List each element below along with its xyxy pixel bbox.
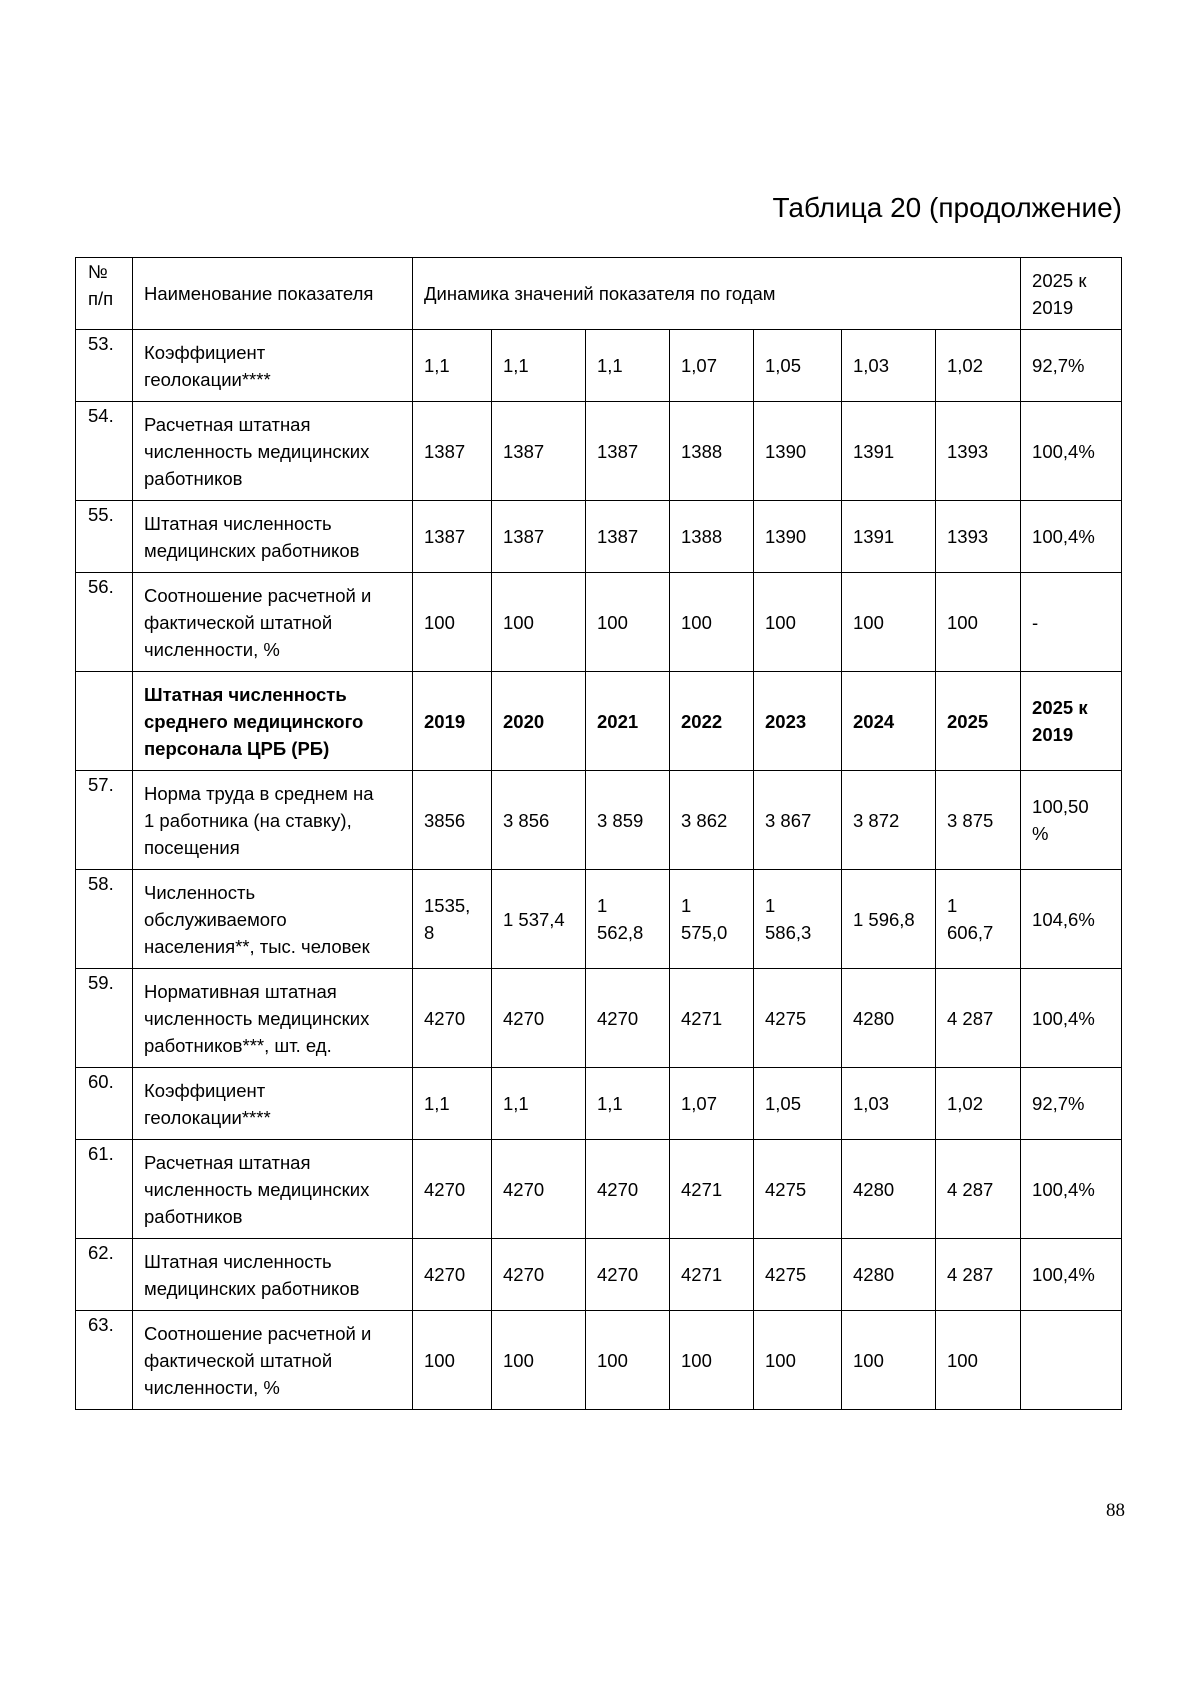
value-cell: 3 856 [492,771,586,870]
value-cell: 100 [670,1311,754,1410]
value-cell: 1387 [586,402,670,501]
table-row [76,870,1122,969]
value-cell: 2025 [936,672,1021,771]
value-cell: 1 596,8 [842,870,936,969]
table-row [76,330,1122,402]
value-cell: 1,05 [754,1068,842,1140]
row-number: 53. [76,330,133,402]
ratio-cell [1021,1311,1122,1410]
header-num: № п/п [76,258,133,330]
row-number: 60. [76,1068,133,1140]
value-cell: 100 [754,573,842,672]
value-cell: 2022 [670,672,754,771]
indicator-name: Соотношение расчетной и фактической штатной численности, % [133,573,413,672]
value-cell: 100 [492,573,586,672]
row-number: 57. [76,771,133,870]
value-cell: 4271 [670,969,754,1068]
ratio-cell: 100,4% [1021,969,1122,1068]
page-number: 88 [1106,1500,1125,1521]
value-cell: 1387 [413,402,492,501]
table-row [76,969,1122,1068]
row-number [76,672,133,771]
value-cell: 4270 [586,1239,670,1311]
value-cell: 4270 [413,1140,492,1239]
value-cell: 100 [586,573,670,672]
value-cell: 1,07 [670,330,754,402]
indicator-name: Штатная численность среднего медицинского персонала ЦРБ (РБ) [133,672,413,771]
header-ratio: 2025 к 2019 [1021,258,1122,330]
table-row [76,1140,1122,1239]
value-cell: 1390 [754,501,842,573]
row-number: 54. [76,402,133,501]
value-cell: 1387 [492,501,586,573]
table-header-row [76,258,1122,330]
value-cell: 1 606,7 [936,870,1021,969]
ratio-cell: 104,6% [1021,870,1122,969]
ratio-cell: 100,4% [1021,1239,1122,1311]
value-cell: 4271 [670,1239,754,1311]
ratio-cell: 92,7% [1021,330,1122,402]
ratio-cell: 92,7% [1021,1068,1122,1140]
value-cell: 4280 [842,969,936,1068]
value-cell: 1 537,4 [492,870,586,969]
value-cell: 4275 [754,969,842,1068]
indicator-name: Штатная численность медицинских работников [133,1239,413,1311]
value-cell: 3 875 [936,771,1021,870]
value-cell: 4270 [492,1140,586,1239]
value-cell: 100 [670,573,754,672]
value-cell: 1,02 [936,1068,1021,1140]
table-row [76,1311,1122,1410]
value-cell: 1,07 [670,1068,754,1140]
value-cell: 1,03 [842,1068,936,1140]
value-cell: 1 562,8 [586,870,670,969]
header-name: Наименование показателя [133,258,413,330]
value-cell: 100 [492,1311,586,1410]
value-cell: 1,1 [413,1068,492,1140]
value-cell: 1388 [670,402,754,501]
ratio-cell: - [1021,573,1122,672]
value-cell: 4280 [842,1140,936,1239]
ratio-cell: 100,4% [1021,402,1122,501]
value-cell: 100 [936,573,1021,672]
table-row [76,1239,1122,1311]
value-cell: 1 575,0 [670,870,754,969]
value-cell: 1 586,3 [754,870,842,969]
value-cell: 3 867 [754,771,842,870]
row-number: 56. [76,573,133,672]
value-cell: 1,05 [754,330,842,402]
value-cell: 4 287 [936,1239,1021,1311]
indicator-name: Расчетная штатная численность медицинских работников [133,402,413,501]
value-cell: 1391 [842,402,936,501]
value-cell: 1,1 [586,330,670,402]
value-cell: 1,1 [492,330,586,402]
value-cell: 100 [413,573,492,672]
value-cell: 1393 [936,402,1021,501]
value-cell: 1387 [492,402,586,501]
indicator-name: Соотношение расчетной и фактической штатной численности, % [133,1311,413,1410]
indicator-name: Коэффициент геолокации**** [133,330,413,402]
value-cell: 1,1 [413,330,492,402]
value-cell: 1,1 [492,1068,586,1140]
value-cell: 100 [842,1311,936,1410]
ratio-cell: 100,4% [1021,1140,1122,1239]
value-cell: 3 862 [670,771,754,870]
value-cell: 3 872 [842,771,936,870]
value-cell: 4270 [492,1239,586,1311]
value-cell: 1393 [936,501,1021,573]
table-row [76,501,1122,573]
table-caption: Таблица 20 (продолжение) [772,192,1122,223]
value-cell: 4280 [842,1239,936,1311]
ratio-cell: 2025 к 2019 [1021,672,1122,771]
value-cell: 100 [586,1311,670,1410]
value-cell: 4270 [586,1140,670,1239]
value-cell: 1,03 [842,330,936,402]
staffing-table [75,257,1122,1410]
indicator-name: Расчетная штатная численность медицинских работников [133,1140,413,1239]
value-cell: 1387 [586,501,670,573]
indicator-name: Коэффициент геолокации**** [133,1068,413,1140]
ratio-cell: 100,4% [1021,501,1122,573]
value-cell: 2024 [842,672,936,771]
value-cell: 4 287 [936,969,1021,1068]
table-row [76,573,1122,672]
value-cell: 1391 [842,501,936,573]
value-cell: 4270 [413,969,492,1068]
value-cell: 4275 [754,1140,842,1239]
value-cell: 4270 [586,969,670,1068]
indicator-name: Нормативная штатная численность медицинских работников***, шт. ед. [133,969,413,1068]
value-cell: 2021 [586,672,670,771]
row-number: 58. [76,870,133,969]
indicator-name: Штатная численность медицинских работников [133,501,413,573]
table-row [76,402,1122,501]
value-cell: 1388 [670,501,754,573]
header-dynamics: Динамика значений показателя по годам [413,258,1021,330]
row-number: 59. [76,969,133,1068]
value-cell: 100 [842,573,936,672]
indicator-name: Норма труда в среднем на 1 работника (на ставку), посещения [133,771,413,870]
value-cell: 3856 [413,771,492,870]
value-cell: 2020 [492,672,586,771]
row-number: 55. [76,501,133,573]
value-cell: 100 [413,1311,492,1410]
table-row [76,672,1122,771]
value-cell: 4 287 [936,1140,1021,1239]
row-number: 63. [76,1311,133,1410]
value-cell: 4275 [754,1239,842,1311]
table-row [76,771,1122,870]
value-cell: 1390 [754,402,842,501]
value-cell: 3 859 [586,771,670,870]
value-cell: 4271 [670,1140,754,1239]
table-row [76,1068,1122,1140]
row-number: 62. [76,1239,133,1311]
value-cell: 4270 [413,1239,492,1311]
value-cell: 100 [754,1311,842,1410]
value-cell: 1,02 [936,330,1021,402]
indicator-name: Численность обслуживаемого населения**, тыс. человек [133,870,413,969]
value-cell: 2023 [754,672,842,771]
value-cell: 1387 [413,501,492,573]
value-cell: 100 [936,1311,1021,1410]
value-cell: 1,1 [586,1068,670,1140]
value-cell: 4270 [492,969,586,1068]
row-number: 61. [76,1140,133,1239]
value-cell: 2019 [413,672,492,771]
ratio-cell: 100,50 % [1021,771,1122,870]
value-cell: 1535, 8 [413,870,492,969]
